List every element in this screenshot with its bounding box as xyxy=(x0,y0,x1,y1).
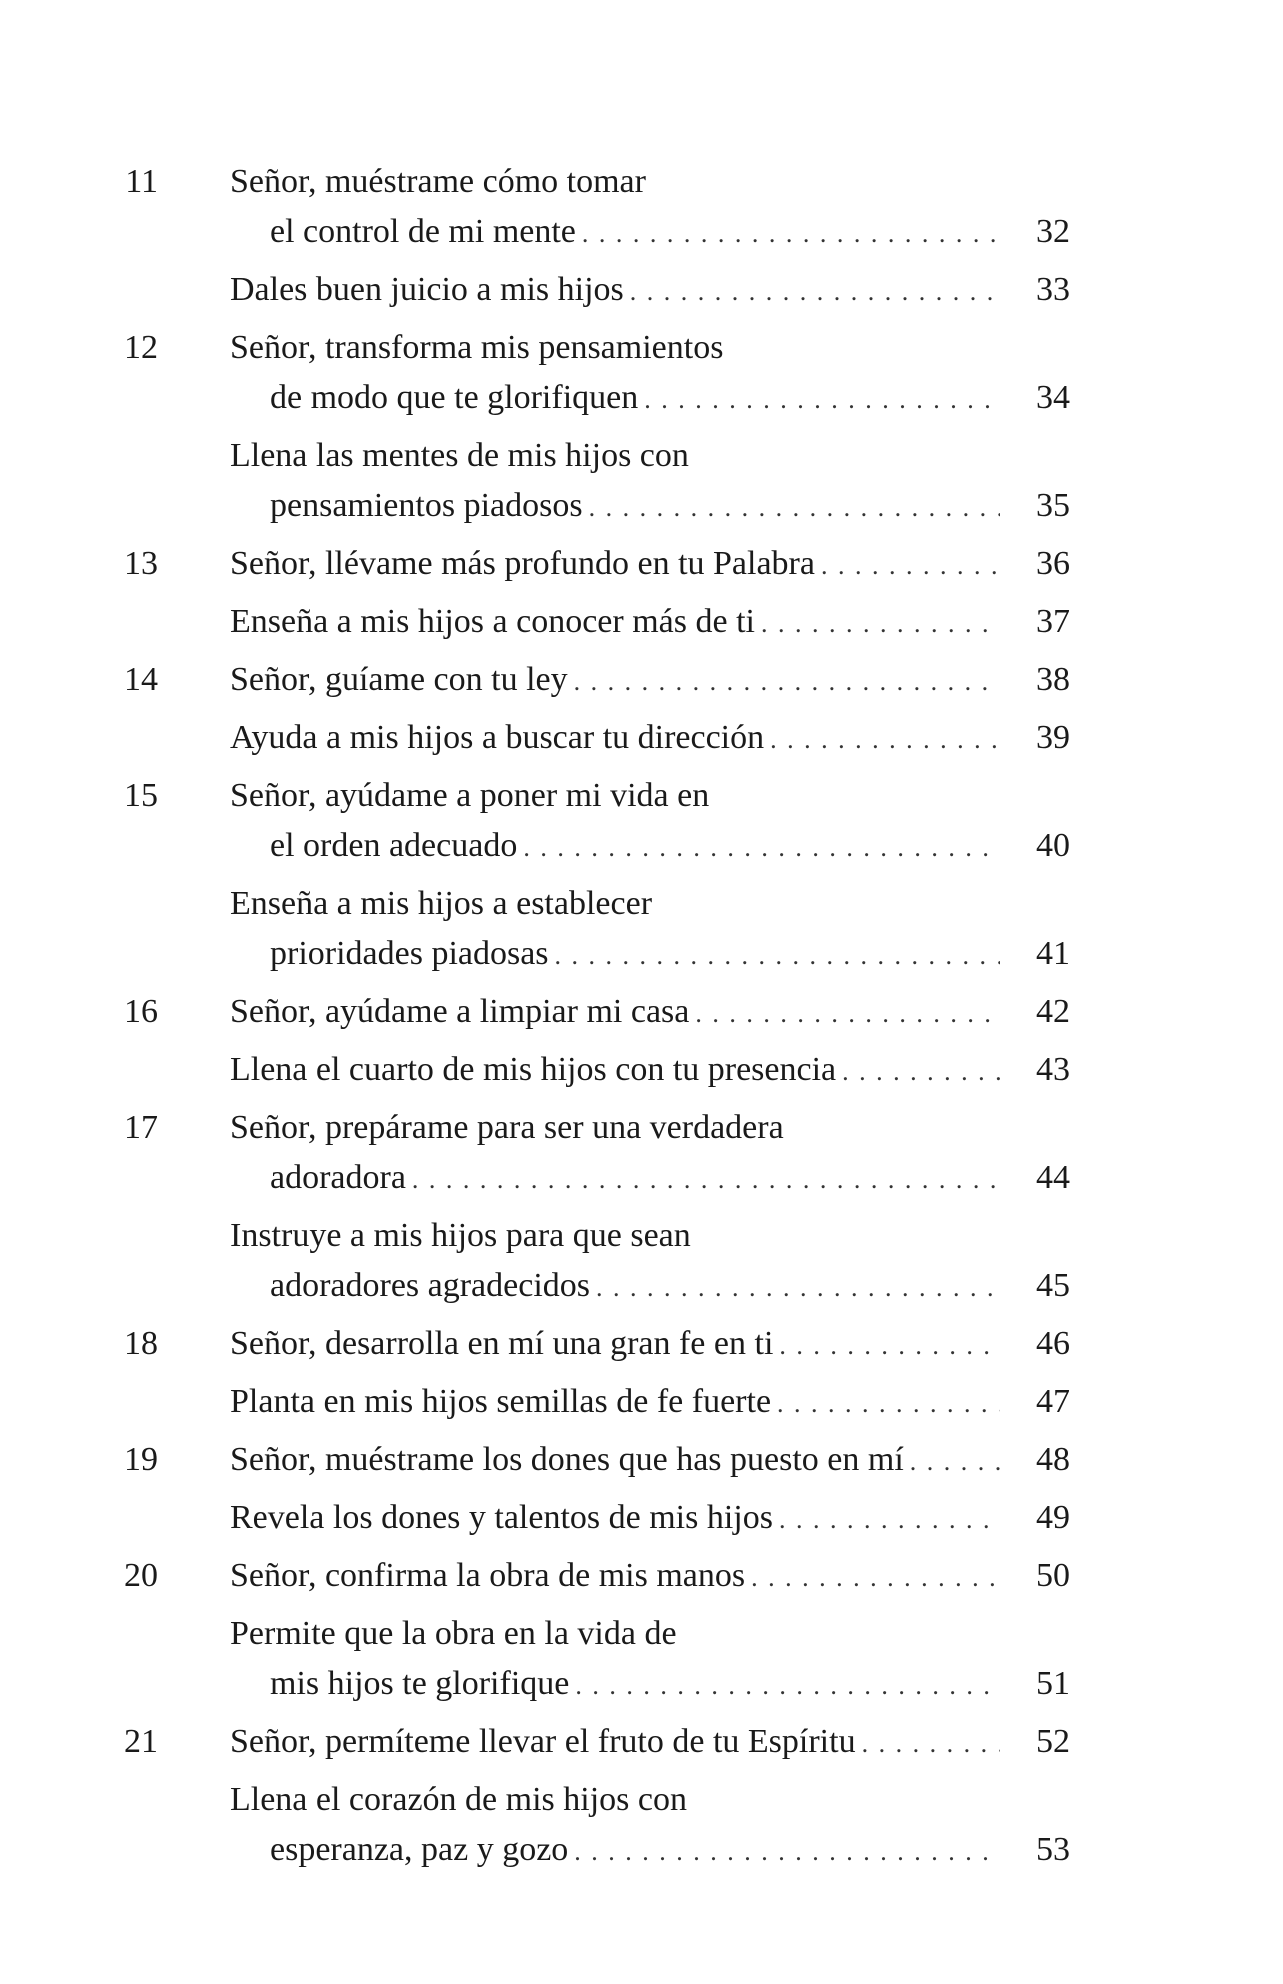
toc-entry-line xyxy=(230,542,1000,586)
entry-title: adoradores agradecidos xyxy=(270,1267,591,1304)
toc-entry-line xyxy=(230,1322,1000,1366)
entry-title: Planta en mis hijos semillas de fe fuerte xyxy=(230,1383,772,1420)
toc-entry-line xyxy=(270,210,1000,254)
dot-leader xyxy=(569,1664,1000,1708)
page-number: 50 xyxy=(1036,1557,1070,1594)
toc-entry-line xyxy=(230,990,1000,1034)
dot-leader xyxy=(624,270,1000,314)
entry-title: Dales buen juicio a mis hijos xyxy=(230,271,624,308)
chapter-number: 12 xyxy=(124,329,158,366)
page-number: 42 xyxy=(1036,993,1070,1030)
chapter-number: 19 xyxy=(124,1441,158,1478)
chapter-number: 14 xyxy=(124,661,158,698)
entry-title: Enseña a mis hijos a establecer xyxy=(230,885,653,922)
toc-entry-line xyxy=(230,268,1000,312)
entry-title: Señor, desarrolla en mí una gran fe en ti xyxy=(230,1325,774,1362)
chapter-number: 21 xyxy=(124,1723,158,1760)
toc-entry-line xyxy=(230,1438,1000,1482)
entry-title: Señor, ayúdame a poner mi vida en xyxy=(230,777,710,814)
dot-leader xyxy=(590,1266,1000,1310)
entry-title: Señor, prepárame para ser una verdadera xyxy=(230,1109,784,1146)
chapter-number: 20 xyxy=(124,1557,158,1594)
dot-leader xyxy=(517,826,1000,870)
page-number: 46 xyxy=(1036,1325,1070,1362)
toc-entry-line xyxy=(270,1662,1000,1706)
toc-entry-line xyxy=(230,600,1000,644)
dot-leader xyxy=(815,544,1000,588)
toc-entry-line xyxy=(270,376,1000,420)
entry-title: prioridades piadosas xyxy=(270,935,549,972)
dot-leader xyxy=(406,1158,1000,1202)
chapter-number: 13 xyxy=(124,545,158,582)
dot-leader xyxy=(549,934,1000,978)
toc-entry-line xyxy=(270,1264,1000,1308)
page-number: 36 xyxy=(1036,545,1070,582)
dot-leader xyxy=(745,1556,1000,1600)
entry-title: Instruye a mis hijos para que sean xyxy=(230,1217,691,1254)
page-number: 40 xyxy=(1036,827,1070,864)
entry-title: Llena el cuarto de mis hijos con tu presencia xyxy=(230,1051,837,1088)
dot-leader xyxy=(773,1324,1000,1368)
page-number: 41 xyxy=(1036,935,1070,972)
page-number: 32 xyxy=(1036,213,1070,250)
toc-entry-line xyxy=(270,1156,1000,1200)
dot-leader xyxy=(583,486,1000,530)
entry-title: Señor, muéstrame cómo tomar xyxy=(230,163,646,200)
page-number: 45 xyxy=(1036,1267,1070,1304)
entry-title: Señor, guíame con tu ley xyxy=(230,661,568,698)
toc-entry-line xyxy=(230,1720,1000,1764)
dot-leader xyxy=(568,1830,1000,1874)
toc-entry-line xyxy=(270,824,1000,868)
chapter-number: 17 xyxy=(124,1109,158,1146)
chapter-number: 15 xyxy=(124,777,158,814)
toc-entry-line xyxy=(230,1496,1000,1540)
entry-title: Llena el corazón de mis hijos con xyxy=(230,1781,687,1818)
toc-entry-line xyxy=(230,658,1000,702)
page-number: 51 xyxy=(1036,1665,1070,1702)
toc-entry-line xyxy=(270,1828,1000,1872)
entry-title: Señor, ayúdame a limpiar mi casa xyxy=(230,993,690,1030)
toc-entry-line xyxy=(230,1380,1000,1424)
page-number: 49 xyxy=(1036,1499,1070,1536)
dot-leader xyxy=(576,212,1000,256)
page-number: 38 xyxy=(1036,661,1070,698)
dot-leader xyxy=(856,1722,1000,1766)
entry-title: Señor, confirma la obra de mis manos xyxy=(230,1557,746,1594)
page-number: 37 xyxy=(1036,603,1070,640)
entry-title: Permite que la obra en la vida de xyxy=(230,1615,677,1652)
page-number: 35 xyxy=(1036,487,1070,524)
dot-leader xyxy=(773,1498,1000,1542)
entry-title: Señor, llévame más profundo en tu Palabra xyxy=(230,545,815,582)
entry-title: Llena las mentes de mis hijos con xyxy=(230,437,689,474)
entry-title: esperanza, paz y gozo xyxy=(270,1831,569,1868)
page-number: 47 xyxy=(1036,1383,1070,1420)
chapter-number: 11 xyxy=(125,163,158,200)
entry-title: Señor, transforma mis pensamientos xyxy=(230,329,724,366)
entry-title: de modo que te glorifiquen xyxy=(270,379,639,416)
dot-leader xyxy=(836,1050,1000,1094)
entry-title: el control de mi mente xyxy=(270,213,576,250)
entry-title: Señor, permíteme llevar el fruto de tu Espíritu xyxy=(230,1723,856,1760)
toc-entry-line xyxy=(230,716,1000,760)
entry-title: Señor, muéstrame los dones que has puesto en mí xyxy=(230,1441,904,1478)
entry-title: Enseña a mis hijos a conocer más de ti xyxy=(230,603,755,640)
page-number: 33 xyxy=(1036,271,1070,308)
chapter-number: 16 xyxy=(124,993,158,1030)
dot-leader xyxy=(771,1382,1000,1426)
entry-title: el orden adecuado xyxy=(270,827,518,864)
page-number: 48 xyxy=(1036,1441,1070,1478)
page-number: 44 xyxy=(1036,1159,1070,1196)
toc-entry-line xyxy=(230,1554,1000,1598)
chapter-number: 18 xyxy=(124,1325,158,1362)
page-number: 34 xyxy=(1036,379,1070,416)
page-number: 43 xyxy=(1036,1051,1070,1088)
toc-entry-line xyxy=(230,1048,1000,1092)
dot-leader xyxy=(689,992,1000,1036)
page-number: 39 xyxy=(1036,719,1070,756)
entry-title: Ayuda a mis hijos a buscar tu dirección xyxy=(230,719,765,756)
entry-title: adoradora xyxy=(270,1159,406,1196)
dot-leader xyxy=(904,1440,1000,1484)
entry-title: Revela los dones y talentos de mis hijos xyxy=(230,1499,773,1536)
toc-entry-line xyxy=(270,484,1000,528)
toc-entry-line xyxy=(270,932,1000,976)
dot-leader xyxy=(755,602,1000,646)
dot-leader xyxy=(638,378,1000,422)
dot-leader xyxy=(568,660,1000,704)
page-number: 53 xyxy=(1036,1831,1070,1868)
page-number: 52 xyxy=(1036,1723,1070,1760)
entry-title: mis hijos te glorifique xyxy=(270,1665,570,1702)
entry-title: pensamientos piadosos xyxy=(270,487,583,524)
dot-leader xyxy=(764,718,1000,762)
